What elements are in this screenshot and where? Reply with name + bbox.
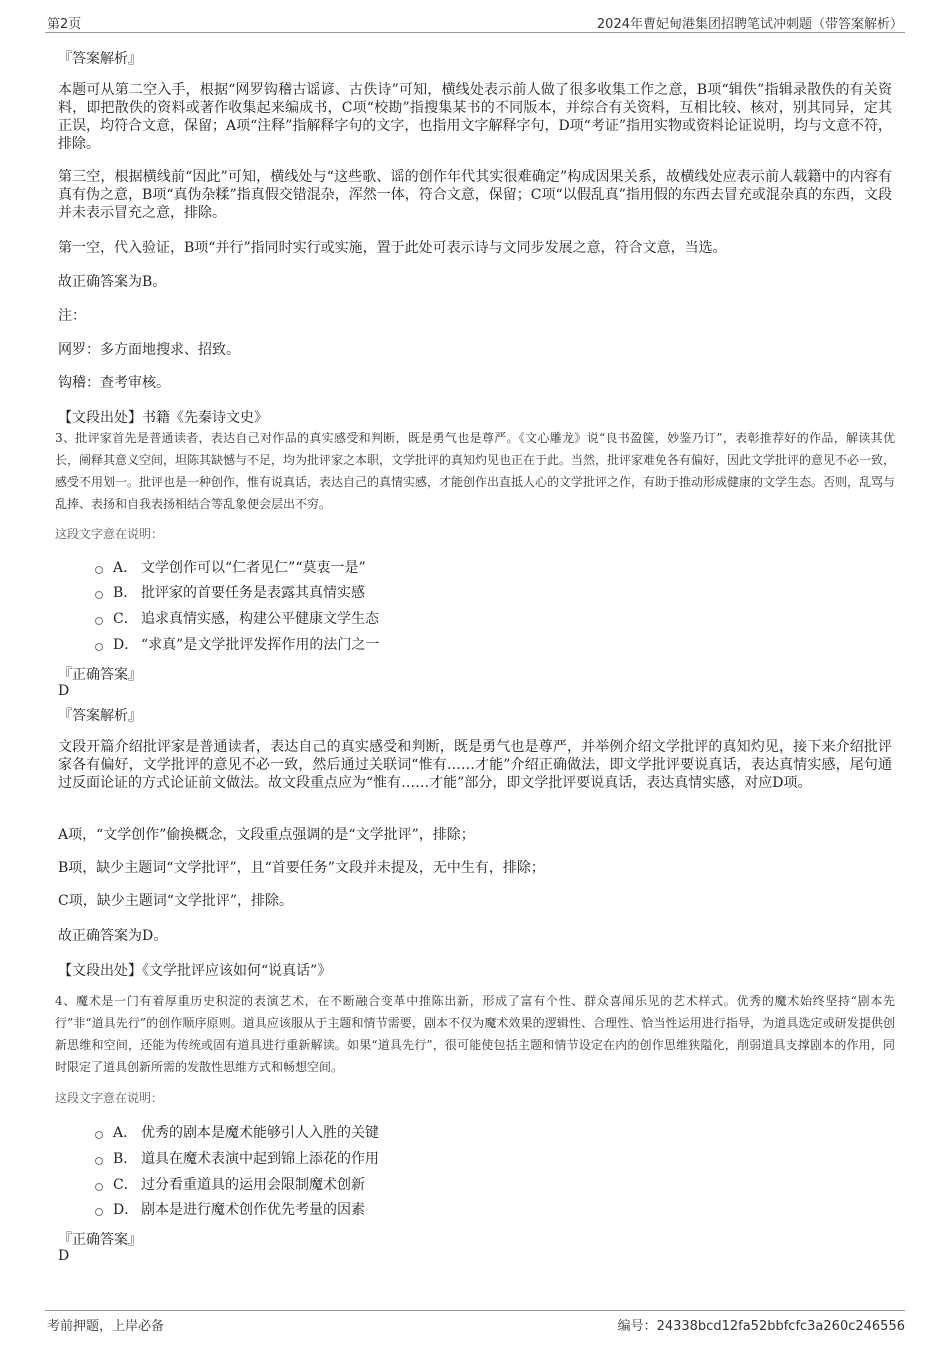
option-text: 道具在魔术表演中起到锦上添花的作用 <box>141 1151 379 1167</box>
option-key: D． <box>113 1202 139 1218</box>
option-c[interactable] <box>95 610 379 628</box>
option-key: C． <box>113 611 138 627</box>
question-stem: 3、批评家首先是普通读者，表达自己对作品的真实感受和判断，既是勇气也是尊严。《文心雕龙》说“良书盈箧，妙鉴乃订”，表彰推荐好的作品，解读其优长，阐释其意义空间，坦陈其缺憾与不足，均为批评家之本职，文学批评的真知灼见也正在于此。当然，批评家难免各有偏好，因此文学批评的意见不必一致，感受不用划一。批评也是一种创作，惟有说真话，表达自己的真情实感，才能创作出直抵人心的文学批评之作，有助于推动形成健康的文学生态。否则，乱骂与乱捧、表扬和自我表扬相结合等乱象便会层出不穷。 <box>55 431 896 511</box>
answer-statement: 故正确答案为B。 <box>58 274 167 290</box>
radio-icon[interactable] <box>95 617 103 625</box>
page-footer <box>45 1310 905 1335</box>
analysis-paragraph: 第三空，根据横线前“因此”可知，横线处与“这些歌、谣的创作年代其实很难确定”构成因果关系，故横线处应表示前人载籍中的内容有真有伪之意，B项“真伪杂糅”指真假交错混杂，浑然一体，符合文意，保留；C项“以假乱真”指用假的东西去冒充或混杂真的东西，文段并未表示冒充之意，排除。 <box>58 169 892 221</box>
radio-icon[interactable] <box>95 643 103 651</box>
radio-icon[interactable] <box>95 1183 103 1191</box>
analysis-heading: 『答案解析』 <box>58 51 142 67</box>
analysis-heading: 『答案解析』 <box>58 708 142 724</box>
option-text: “求真”是文学批评发挥作用的法门之一 <box>141 637 380 653</box>
option-b[interactable] <box>95 584 365 602</box>
analysis-paragraph: B项，缺少主题词“文学批评”，且“首要任务”文段并未提及，无中生有，排除； <box>58 860 545 876</box>
analysis-paragraph: A项，“文学创作”偷换概念，文段重点强调的是“文学批评”，排除； <box>58 827 475 843</box>
option-key: B． <box>113 585 138 601</box>
option-b[interactable] <box>95 1150 379 1168</box>
option-c[interactable] <box>95 1176 365 1194</box>
option-key: C． <box>113 1177 138 1193</box>
document-title: 2024年曹妃甸港集团招聘笔试冲刺题（带答案解析） <box>596 17 903 32</box>
question-stem: 4、魔术是一门有着厚重历史积淀的表演艺术，在不断融合变革中推陈出新，形成了富有个性、群众喜闻乐见的艺术样式。优秀的魔术始终坚持“剧本先行”非“道具先行”的创作顺序原则。道具应该服从于主题和情节需要，剧本不仅为魔术效果的逻辑性、合理性、恰当性运用进行指导，为道具选定或研发提供创新思维和空间，还能为传统或固有道具进行重新解读。如果“道具先行”，很可能使包括主题和情节设定在内的创作思维狭隘化，削弱道具支撑剧本的作用，同时限定了道具创新所需的发散性思维方式和畅想空间。 <box>55 994 895 1074</box>
option-text: 追求真情实感，构建公平健康文学生态 <box>141 611 379 627</box>
option-text: 优秀的剧本是魔术能够引人入胜的关键 <box>141 1125 379 1141</box>
radio-icon[interactable] <box>95 1131 103 1139</box>
footer-slogan: 考前押题，上岸必备 <box>47 1319 165 1334</box>
option-d[interactable] <box>95 1201 365 1219</box>
note-heading: 注： <box>58 308 86 324</box>
note-item: 网罗：多方面地搜求、招致。 <box>58 342 240 358</box>
option-key: B． <box>113 1151 138 1167</box>
analysis-paragraph: 第一空，代入验证，B项“并行”指同时实行或实施，置于此处可表示诗与文同步发展之意，符合文意，当选。 <box>58 240 727 256</box>
note-item: 钩稽：查考审核。 <box>58 375 170 391</box>
radio-icon[interactable] <box>95 591 103 599</box>
analysis-paragraph: 本题可从第二空入手，根据“网罗钩稽古谣谚、古佚诗”可知，横线处表示前人做了很多收集工作之意，B项“辑佚”指辑录散佚的有关资料，即把散佚的资料或著作收集起来编成书，C项“校勘”指搜集某书的不同版本，并综合有关资料，互相比较、核对，别其同异，定其正误，均符合文意，保留；A项“注释”指解释字句的文字，也指用文字解释字句，D项“考证”指用实物或资料论证说明，均与文意不符，排除。 <box>58 82 892 152</box>
option-text: 剧本是进行魔术创作优先考量的因素 <box>141 1202 365 1218</box>
option-a[interactable] <box>95 1124 379 1142</box>
page-number: 第2页 <box>47 17 82 32</box>
option-key: A． <box>113 1125 138 1141</box>
analysis-paragraph: 文段开篇介绍批评家是普通读者，表达自己的真实感受和判断，既是勇气也是尊严，并举例介绍文学批评的真知灼见，接下来介绍批评家各有偏好，文学批评的意见不必一致，然后通过关联词“惟有……才能”介绍正确做法，即文学批评要说真话，表达真情实感，尾句通过反面论证的方式论证前文做法。故文段重点应为“惟有……才能”部分，即文学批评要说真话，表达真情实感，对应D项。 <box>58 739 892 791</box>
document-code: 编号：24338bcd12fa52bbfcfc3a260c246556 <box>617 1319 905 1334</box>
question-prompt: 这段文字意在说明： <box>55 1091 164 1105</box>
radio-icon[interactable] <box>95 1208 103 1216</box>
question-prompt: 这段文字意在说明： <box>55 527 164 541</box>
answer-value: D <box>58 683 70 699</box>
option-text: 文学创作可以“仁者见仁”“莫衷一是” <box>141 560 366 576</box>
option-d[interactable] <box>95 636 379 654</box>
page-header <box>45 10 905 33</box>
option-key: A． <box>113 560 138 576</box>
option-text: 批评家的首要任务是表露其真情实感 <box>141 585 365 601</box>
source-note: 【文段出处】书籍《先秦诗文史》 <box>58 410 268 426</box>
answer-value: D <box>58 1248 70 1264</box>
answer-heading: 『正确答案』 <box>58 667 142 683</box>
option-key: D． <box>113 637 139 653</box>
option-a[interactable] <box>95 559 366 577</box>
option-text: 过分看重道具的运用会限制魔术创新 <box>141 1177 365 1193</box>
source-note: 【文段出处】《文学批评应该如何“说真话”》 <box>58 963 332 979</box>
radio-icon[interactable] <box>95 566 103 574</box>
radio-icon[interactable] <box>95 1157 103 1165</box>
analysis-paragraph: C项，缺少主题词“文学批评”，排除。 <box>58 893 294 909</box>
answer-heading: 『正确答案』 <box>58 1232 142 1248</box>
answer-statement: 故正确答案为D。 <box>58 928 168 944</box>
